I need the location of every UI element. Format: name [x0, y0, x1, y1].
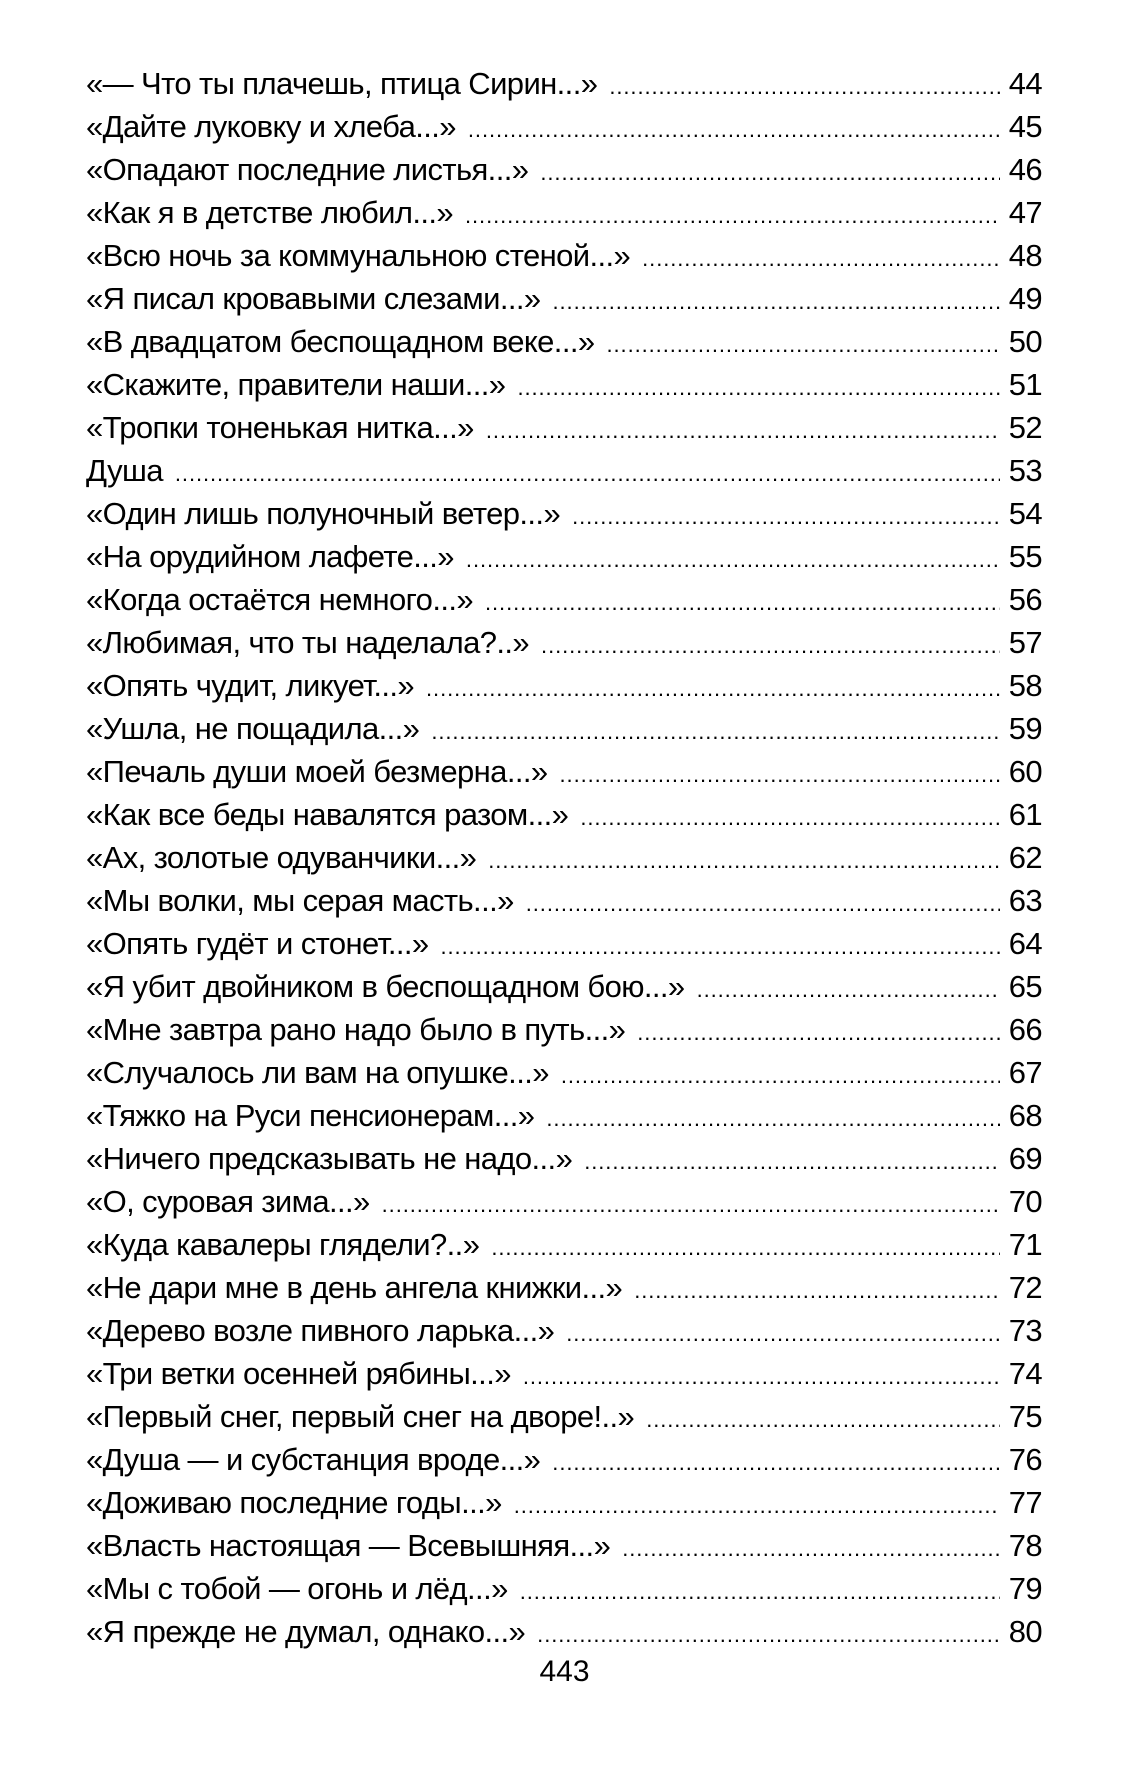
toc-entry-page: 57: [1008, 625, 1042, 660]
toc-entry-page: 54: [1008, 496, 1042, 531]
dot-leader: [609, 65, 1000, 108]
toc-entry: [86, 234, 1042, 277]
toc-entry-page: 73: [1008, 1313, 1042, 1348]
toc-entry-title: «Первый снег, первый снег на дворе!..»: [86, 1399, 635, 1434]
toc-entry: [86, 406, 1042, 449]
toc-entry-page: 77: [1008, 1485, 1042, 1520]
dot-leader: [486, 409, 1000, 452]
toc-entry-title: «Тропки тоненькая нитка...»: [86, 410, 474, 445]
toc-entry-title: «На орудийном лафете...»: [86, 539, 454, 574]
dot-leader: [488, 839, 1000, 882]
toc-entry-page: 56: [1008, 582, 1042, 617]
toc-entry-title: «Душа — и субстанция вроде...»: [86, 1442, 541, 1477]
toc-entry: [86, 621, 1042, 664]
toc-entry-title: «Опадают последние листья...»: [86, 152, 529, 187]
toc-entry-page: 53: [1008, 453, 1042, 488]
toc-entry: [86, 965, 1042, 1008]
toc-entry-page: 74: [1008, 1356, 1042, 1391]
toc-entry-page: 67: [1008, 1055, 1042, 1090]
dot-leader: [566, 1312, 1000, 1355]
toc-entry-page: 68: [1008, 1098, 1042, 1133]
toc-entry-title: «Ничего предсказывать не надо...»: [86, 1141, 573, 1176]
toc-entry-title: «Мы волки, мы серая масть...»: [86, 883, 514, 918]
toc-entry: [86, 750, 1042, 793]
toc-entry-title: «Не дари мне в день ангела книжки...»: [86, 1270, 623, 1305]
toc-entry-title: «Три ветки осенней рябины...»: [86, 1356, 511, 1391]
toc-entry-page: 61: [1008, 797, 1042, 832]
toc-entry-page: 60: [1008, 754, 1042, 789]
toc-entry-page: 48: [1008, 238, 1042, 273]
table-of-contents: [86, 62, 1042, 1653]
toc-entry-page: 55: [1008, 539, 1042, 574]
toc-entry-page: 76: [1008, 1442, 1042, 1477]
toc-entry-title: «Как я в детстве любил...»: [86, 195, 453, 230]
dot-leader: [697, 968, 1000, 1011]
toc-entry: [86, 1395, 1042, 1438]
toc-entry-title: «Ах, золотые одуванчики...»: [86, 840, 477, 875]
dot-leader: [431, 710, 1000, 753]
toc-entry-title: «Дерево возле пивного ларька...»: [86, 1313, 555, 1348]
dot-leader: [465, 194, 1000, 237]
dot-leader: [426, 667, 1000, 710]
toc-entry: [86, 1524, 1042, 1567]
toc-entry-title: «Дайте луковку и хлеба...»: [86, 109, 456, 144]
toc-entry-title: «Я прежде не думал, однако...»: [86, 1614, 526, 1649]
toc-entry-page: 44: [1008, 66, 1042, 101]
toc-entry-title: «В двадцатом беспощадном веке...»: [86, 324, 595, 359]
toc-entry-page: 52: [1008, 410, 1042, 445]
toc-entry: [86, 1438, 1042, 1481]
dot-leader: [175, 452, 1000, 495]
dot-leader: [491, 1226, 1000, 1269]
toc-entry-title: «— Что ты плачешь, птица Сирин...»: [86, 66, 598, 101]
toc-entry: [86, 1610, 1042, 1653]
dot-leader: [584, 1140, 1000, 1183]
toc-entry-page: 66: [1008, 1012, 1042, 1047]
toc-entry: [86, 1180, 1042, 1223]
toc-entry: [86, 449, 1042, 492]
dot-leader: [382, 1183, 1000, 1226]
dot-leader: [466, 538, 1000, 581]
dot-leader: [580, 796, 1000, 839]
dot-leader: [520, 1570, 1000, 1613]
toc-entry-page: 80: [1008, 1614, 1042, 1649]
toc-entry: [86, 1309, 1042, 1352]
toc-entry-title: «Власть настоящая — Всевышняя...»: [86, 1528, 611, 1563]
toc-entry: [86, 664, 1042, 707]
dot-leader: [607, 323, 1001, 366]
toc-entry: [86, 1352, 1042, 1395]
toc-entry: [86, 1481, 1042, 1524]
toc-entry: [86, 105, 1042, 148]
toc-entry-title: «Любимая, что ты наделала?..»: [86, 625, 530, 660]
toc-entry-title: «Когда остаётся немного...»: [86, 582, 473, 617]
toc-entry-title: «Скажите, правители наши...»: [86, 367, 506, 402]
dot-leader: [622, 1527, 1000, 1570]
toc-entry-title: «Я убит двойником в беспощадном бою...»: [86, 969, 685, 1004]
toc-entry-page: 71: [1008, 1227, 1042, 1262]
toc-entry: [86, 320, 1042, 363]
toc-entry-title: «Куда кавалеры глядели?..»: [86, 1227, 480, 1262]
dot-leader: [540, 151, 1000, 194]
dot-leader: [537, 1613, 1000, 1656]
toc-entry-page: 47: [1008, 195, 1042, 230]
dot-leader: [561, 1054, 1000, 1097]
toc-entry: [86, 793, 1042, 836]
toc-entry-page: 45: [1008, 109, 1042, 144]
dot-leader: [560, 753, 1000, 796]
toc-entry: [86, 1567, 1042, 1610]
toc-entry: [86, 62, 1042, 105]
toc-entry-page: 64: [1008, 926, 1042, 961]
toc-entry-page: 78: [1008, 1528, 1042, 1563]
toc-entry: [86, 578, 1042, 621]
toc-entry: [86, 277, 1042, 320]
toc-entry-title: «Печаль души моей безмерна...»: [86, 754, 548, 789]
toc-entry-page: 49: [1008, 281, 1042, 316]
toc-entry-page: 79: [1008, 1571, 1042, 1606]
dot-leader: [637, 1011, 1000, 1054]
dot-leader: [634, 1269, 1000, 1312]
toc-entry-title: «Доживаю последние годы...»: [86, 1485, 502, 1520]
dot-leader: [541, 624, 1000, 667]
dot-leader: [523, 1355, 1000, 1398]
toc-entry: [86, 922, 1042, 965]
toc-entry-title: «Один лишь полуночный ветер...»: [86, 496, 561, 531]
dot-leader: [546, 1097, 1000, 1140]
toc-entry-page: 62: [1008, 840, 1042, 875]
dot-leader: [646, 1398, 1000, 1441]
page-number: 443: [539, 1655, 590, 1688]
dot-leader: [642, 237, 1000, 280]
toc-entry: [86, 1094, 1042, 1137]
toc-entry: [86, 879, 1042, 922]
toc-entry-title: Душа: [86, 453, 163, 488]
dot-leader: [468, 108, 1000, 151]
toc-entry-page: 72: [1008, 1270, 1042, 1305]
toc-entry-title: «Как все беды навалятся разом...»: [86, 797, 569, 832]
dot-leader: [526, 882, 1000, 925]
toc-entry-page: 59: [1008, 711, 1042, 746]
toc-entry-page: 50: [1008, 324, 1042, 359]
toc-entry-page: 65: [1008, 969, 1042, 1004]
toc-entry-title: «Ушла, не пощадила...»: [86, 711, 420, 746]
toc-entry: [86, 363, 1042, 406]
toc-entry: [86, 1051, 1042, 1094]
toc-entry-title: «Тяжко на Руси пенсионерам...»: [86, 1098, 535, 1133]
toc-entry-page: 58: [1008, 668, 1042, 703]
toc-entry: [86, 1266, 1042, 1309]
dot-leader: [553, 280, 1001, 323]
toc-entry-page: 63: [1008, 883, 1042, 918]
toc-entry-title: «О, суровая зима...»: [86, 1184, 370, 1219]
dot-leader: [485, 581, 1000, 624]
toc-entry-title: «Всю ночь за коммунальною стеной...»: [86, 238, 631, 273]
toc-entry-page: 51: [1008, 367, 1042, 402]
toc-entry: [86, 707, 1042, 750]
toc-entry: [86, 191, 1042, 234]
toc-entry: [86, 535, 1042, 578]
toc-entry: [86, 836, 1042, 879]
toc-entry-title: «Случалось ли вам на опушке...»: [86, 1055, 549, 1090]
toc-entry-title: «Мы с тобой — огонь и лёд...»: [86, 1571, 508, 1606]
toc-entry-page: 46: [1008, 152, 1042, 187]
toc-entry-title: «Мне завтра рано надо было в путь...»: [86, 1012, 626, 1047]
toc-entry: [86, 1223, 1042, 1266]
toc-entry-page: 70: [1008, 1184, 1042, 1219]
dot-leader: [441, 925, 1001, 968]
toc-entry: [86, 1008, 1042, 1051]
toc-entry-page: 69: [1008, 1141, 1042, 1176]
toc-entry: [86, 148, 1042, 191]
dot-leader: [514, 1484, 1000, 1527]
toc-entry-title: «Я писал кровавыми слезами...»: [86, 281, 541, 316]
dot-leader: [552, 1441, 1000, 1484]
toc-entry: [86, 1137, 1042, 1180]
dot-leader: [572, 495, 1000, 538]
dot-leader: [517, 366, 1000, 409]
toc-entry: [86, 492, 1042, 535]
toc-entry-title: «Опять чудит, ликует...»: [86, 668, 415, 703]
toc-entry-page: 75: [1008, 1399, 1042, 1434]
toc-entry-title: «Опять гудёт и стонет...»: [86, 926, 429, 961]
